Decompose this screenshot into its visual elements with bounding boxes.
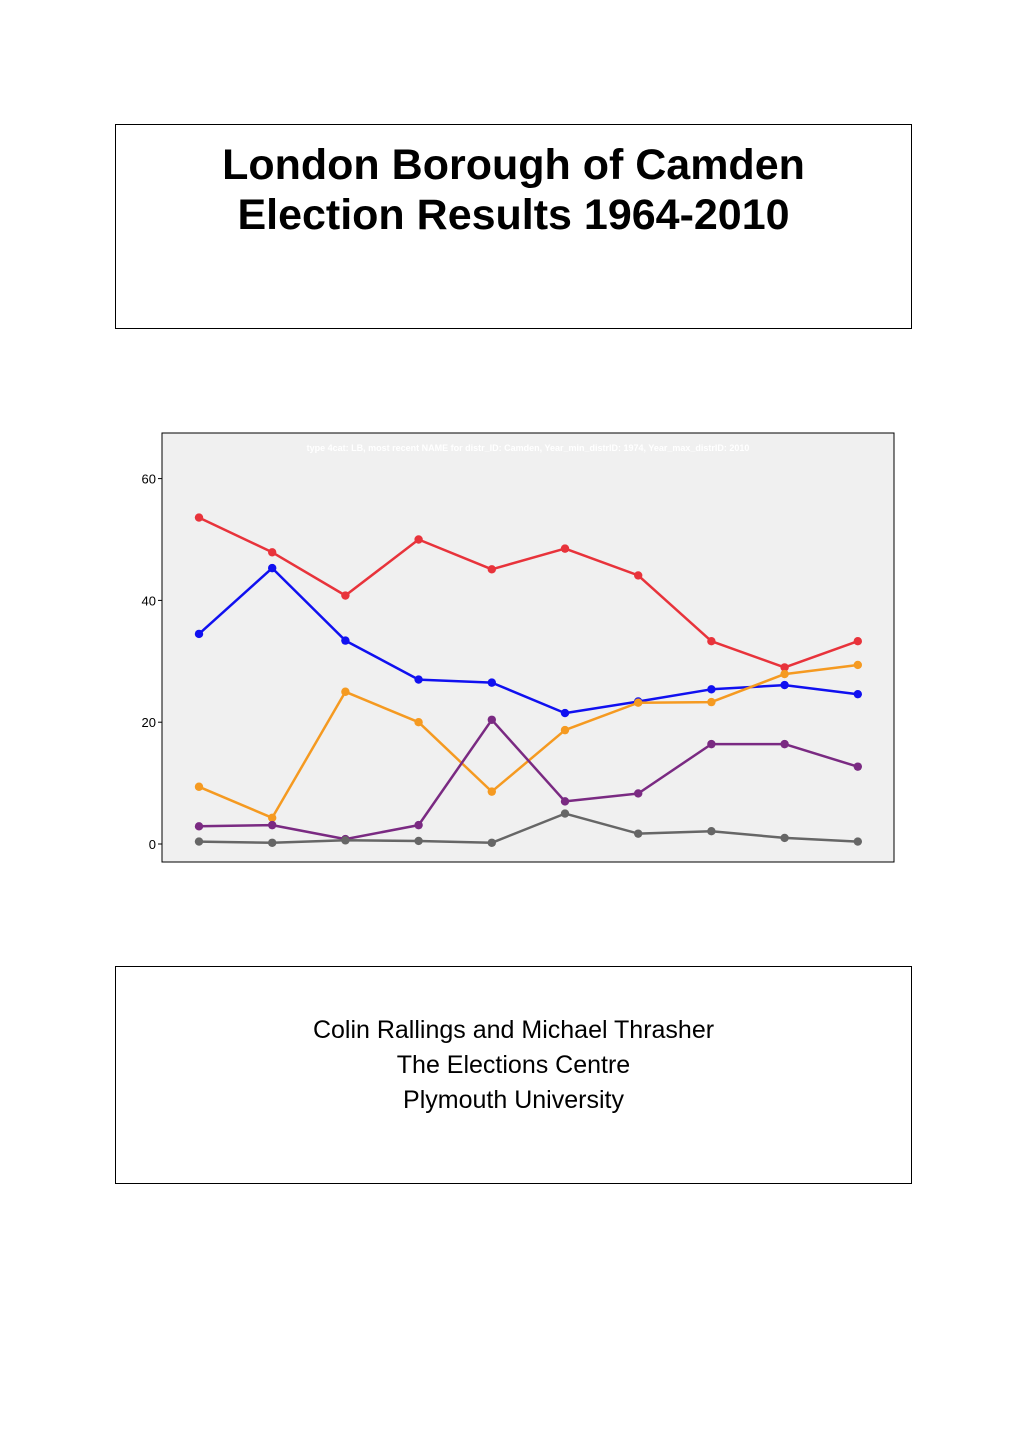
series-5-point xyxy=(341,836,349,844)
y-tick-label: 0 xyxy=(148,837,156,852)
series-2-point xyxy=(561,709,569,717)
series-1-point xyxy=(707,637,715,645)
series-1-point xyxy=(414,535,422,543)
series-5-point xyxy=(195,837,203,845)
series-2-point xyxy=(414,675,422,683)
series-1-point xyxy=(341,591,349,599)
series-4-point xyxy=(634,789,642,797)
chart-axes xyxy=(142,433,894,862)
series-2-point xyxy=(854,690,862,698)
series-2-point xyxy=(195,630,203,638)
series-2-point xyxy=(341,636,349,644)
series-1-point xyxy=(854,637,862,645)
series-5-point xyxy=(634,829,642,837)
series-2-point xyxy=(488,678,496,686)
line-chart xyxy=(115,425,905,870)
series-5-point xyxy=(488,839,496,847)
university-name: Plymouth University xyxy=(403,1086,624,1114)
series-1-point xyxy=(634,571,642,579)
document-title-line-2: Election Results 1964-2010 xyxy=(237,191,790,239)
line-chart-svg xyxy=(115,425,905,870)
series-3-point xyxy=(561,726,569,734)
y-tick-label: 20 xyxy=(141,715,156,731)
series-2-point xyxy=(707,685,715,693)
series-3-point xyxy=(707,698,715,706)
y-tick-label: 40 xyxy=(141,593,156,609)
series-3-point xyxy=(268,814,276,822)
authors: Colin Rallings and Michael Thrasher xyxy=(312,1016,715,1044)
series-5-point xyxy=(414,837,422,845)
series-1-point xyxy=(561,544,569,552)
y-tick-label: 60 xyxy=(141,471,156,487)
series-5-point xyxy=(854,837,862,845)
chart-caption: type 4cat: LB, most recent NAME for distr_ID: Camden, Year_min_distrID: 1974, Year_max_distrID: 2010 xyxy=(306,443,750,453)
series-2-point xyxy=(268,564,276,572)
series-1-point xyxy=(268,548,276,556)
series-1-point xyxy=(195,513,203,521)
plot-background xyxy=(162,433,894,862)
credits-box xyxy=(115,966,912,1184)
series-3-point xyxy=(780,670,788,678)
series-2-point xyxy=(780,681,788,689)
centre-name: The Elections Centre xyxy=(396,1051,631,1079)
series-5-point xyxy=(561,809,569,817)
series-4-point xyxy=(488,716,496,724)
series-5-point xyxy=(780,834,788,842)
series-3-point xyxy=(341,688,349,696)
series-3-point xyxy=(488,787,496,795)
series-3-point xyxy=(414,718,422,726)
series-5-point xyxy=(707,827,715,835)
series-3-point xyxy=(634,699,642,707)
title-box xyxy=(115,124,912,329)
series-4-point xyxy=(854,762,862,770)
series-4-point xyxy=(561,797,569,805)
series-4-point xyxy=(195,822,203,830)
document-title-line-1: London Borough of Camden xyxy=(222,141,805,189)
series-3-point xyxy=(854,661,862,669)
series-1-point xyxy=(488,565,496,573)
series-4-point xyxy=(780,740,788,748)
series-4-point xyxy=(707,740,715,748)
series-4-point xyxy=(414,821,422,829)
series-4-point xyxy=(268,821,276,829)
series-3-point xyxy=(195,783,203,791)
series-5-point xyxy=(268,839,276,847)
